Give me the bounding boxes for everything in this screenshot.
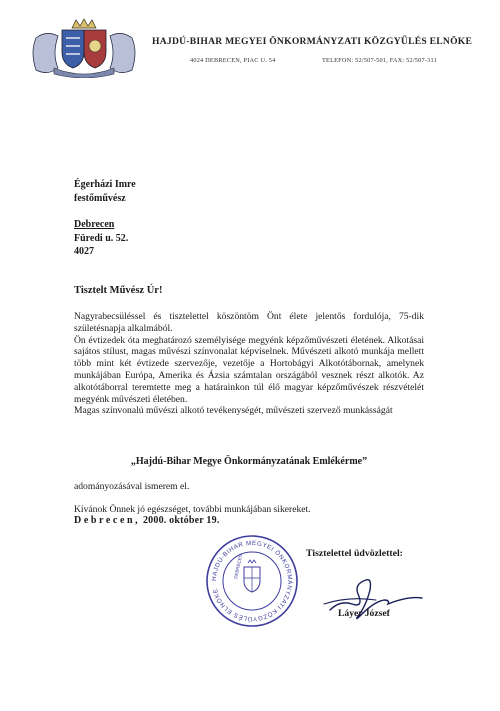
stamp-city-text: DEBRECEN [233,553,244,580]
paragraph-merits: Ön évtizedek óta meghatározó személyisége megyénk képzőművészeti életének. Alkotásai sajátos stílust, magas művészi színvonalat képviselnek. Művészeti alkotó munkája mellett több mint két évtizede szervezője, vezetője a Hortobágyi Alkotótábornak, amelynek munkájában Európa, Amerika és Ázsia számtalan országából vesznek részt alkotók. Az alkotótáborral teremtette meg a határainkon túl élő magyar képzőművészek részvételét megyénk művészeti életében. [74,334,424,405]
signer-name: Láyer József [338,608,390,619]
recipient-block [74,178,136,259]
paragraph-wishes: Kívánok Önnek jó egészséget, további munkájában sikereket. [74,504,311,515]
date-line [74,515,220,526]
paragraph-activity: Magas színvonalú művészi alkotó tevékenységét, művészeti szervező munkásságát [74,405,393,417]
recipient-street: Füredi u. 52. [74,232,129,244]
recipient-title: festőművész [74,192,126,204]
letter-body [74,311,424,417]
letterhead-address: 4024 DEBRECEN, PIAC U. 54 [190,57,276,64]
recipient-city: Debrecen [74,219,115,230]
date-city: Debrecen, [74,515,141,526]
closing-phrase: Tisztelettel üdvözlettel: [306,548,403,559]
coat-of-arms-logo [28,18,140,78]
recipient-name: Égerházi Imre [74,179,136,190]
letterhead-contact: TELEFON: 52/507-501, FAX: 52/507-311 [322,57,437,64]
salutation: Tisztelt Művész Úr! [74,285,163,296]
stamp-ring-text: HAJDÚ-BIHAR MEGYEI ÖNKORMÁNYZATI KÖZGYŰLÉS ELNÖKE [210,539,294,623]
letterhead-title: HAJDÚ-BIHAR MEGYEI ÖNKORMÁNYZATI KÖZGYŰLÉS ELNÖKE [152,36,473,47]
paragraph-greeting: Nagyrabecsüléssel és tisztelettel köszöntöm Önt élete jelentős fordulója, 75-dik születésnapja alkalmából. [74,311,424,334]
date-value: 2000. október 19. [142,515,220,526]
recipient-zip: 4027 [74,246,94,257]
official-stamp [204,533,300,629]
paragraph-award-granted: adományozásával ismerem el. [74,481,190,492]
award-title: „Hajdú-Bihar Megye Önkormányzatának Emlékérme” [130,456,368,467]
